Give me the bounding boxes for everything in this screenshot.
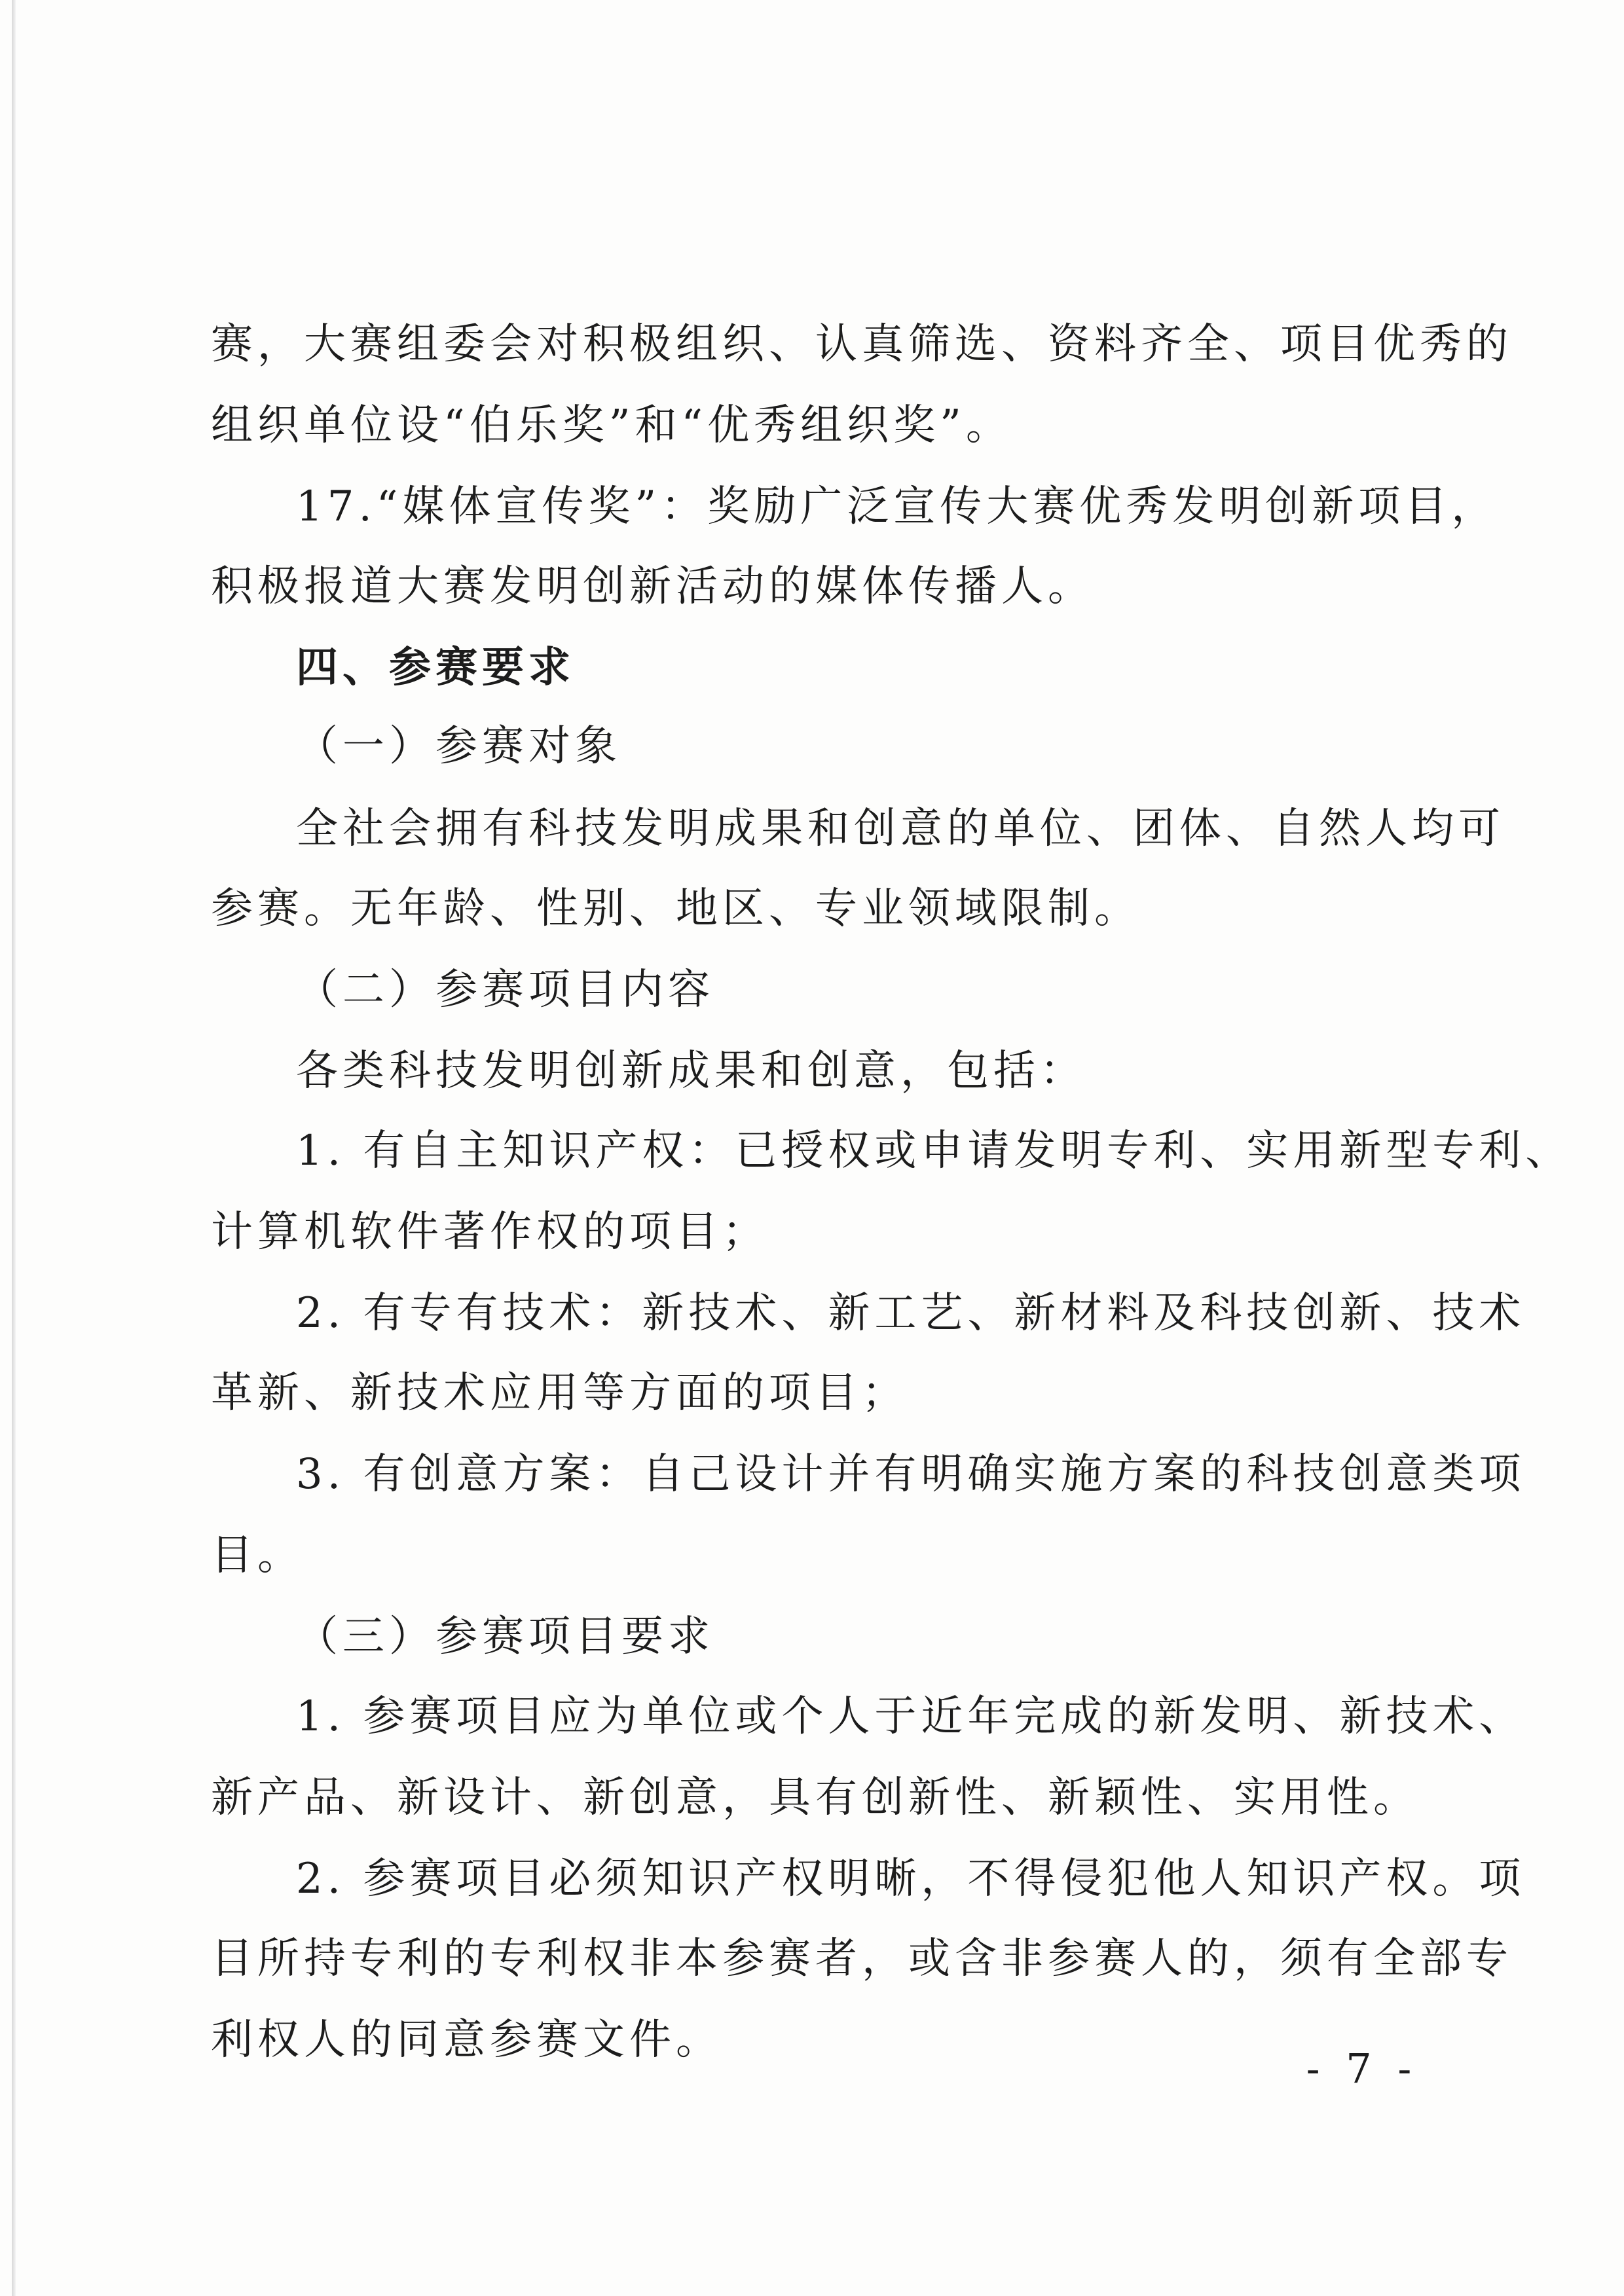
text-line-19: 新产品、新设计、新创意，具有创新性、新颖性、实用性。 bbox=[211, 1774, 1420, 1822]
text-line-4: 积极报道大赛发明创新活动的媒体传播人。 bbox=[211, 562, 1094, 611]
text-line-1: 赛，大赛组委会对积极组织、认真筛选、资料齐全、项目优秀的 bbox=[211, 320, 1513, 369]
subsection-heading-1: （一）参赛对象 bbox=[296, 722, 621, 771]
text-line-16: 目。 bbox=[211, 1531, 304, 1580]
text-line-7: 全社会拥有科技发明成果和创意的单位、团体、自然人均可 bbox=[296, 805, 1505, 853]
page-number: - 7 - bbox=[1306, 2045, 1418, 2092]
text-line-10: 各类科技发明创新成果和创意，包括： bbox=[296, 1047, 1086, 1095]
text-line-21: 目所持专利的专利权非本参赛者，或含非参赛人的，须有全部专 bbox=[211, 1935, 1513, 1983]
text-line-8: 参赛。无年龄、性别、地区、专业领域限制。 bbox=[211, 884, 1141, 933]
text-line-14: 革新、新技术应用等方面的项目； bbox=[211, 1369, 908, 1417]
text-line-3: 17.“媒体宣传奖”：奖励广泛宣传大赛优秀发明创新项目， bbox=[296, 483, 1498, 531]
text-line-22: 利权人的同意参赛文件。 bbox=[211, 2016, 722, 2064]
text-line-12: 计算机软件著作权的项目； bbox=[211, 1208, 769, 1256]
text-line-11: 1. 有自主知识产权：已授权或申请发明专利、实用新型专利、 bbox=[296, 1127, 1572, 1175]
text-line-2: 组织单位设“伯乐奖”和“优秀组织奖”。 bbox=[211, 401, 1012, 450]
text-line-15: 3. 有创意方案：自己设计并有明确实施方案的科技创意类项 bbox=[296, 1450, 1526, 1499]
subsection-heading-2: （二）参赛项目内容 bbox=[296, 966, 714, 1014]
section-heading-4: 四、参赛要求 bbox=[296, 643, 575, 692]
text-line-13: 2. 有专有技术：新技术、新工艺、新材料及科技创新、技术 bbox=[296, 1289, 1526, 1338]
text-line-18: 1. 参赛项目应为单位或个人于近年完成的新发明、新技术、 bbox=[296, 1692, 1526, 1741]
text-line-20: 2. 参赛项目必须知识产权明晰，不得侵犯他人知识产权。项 bbox=[296, 1855, 1526, 1903]
subsection-heading-3: （三）参赛项目要求 bbox=[296, 1613, 714, 1661]
